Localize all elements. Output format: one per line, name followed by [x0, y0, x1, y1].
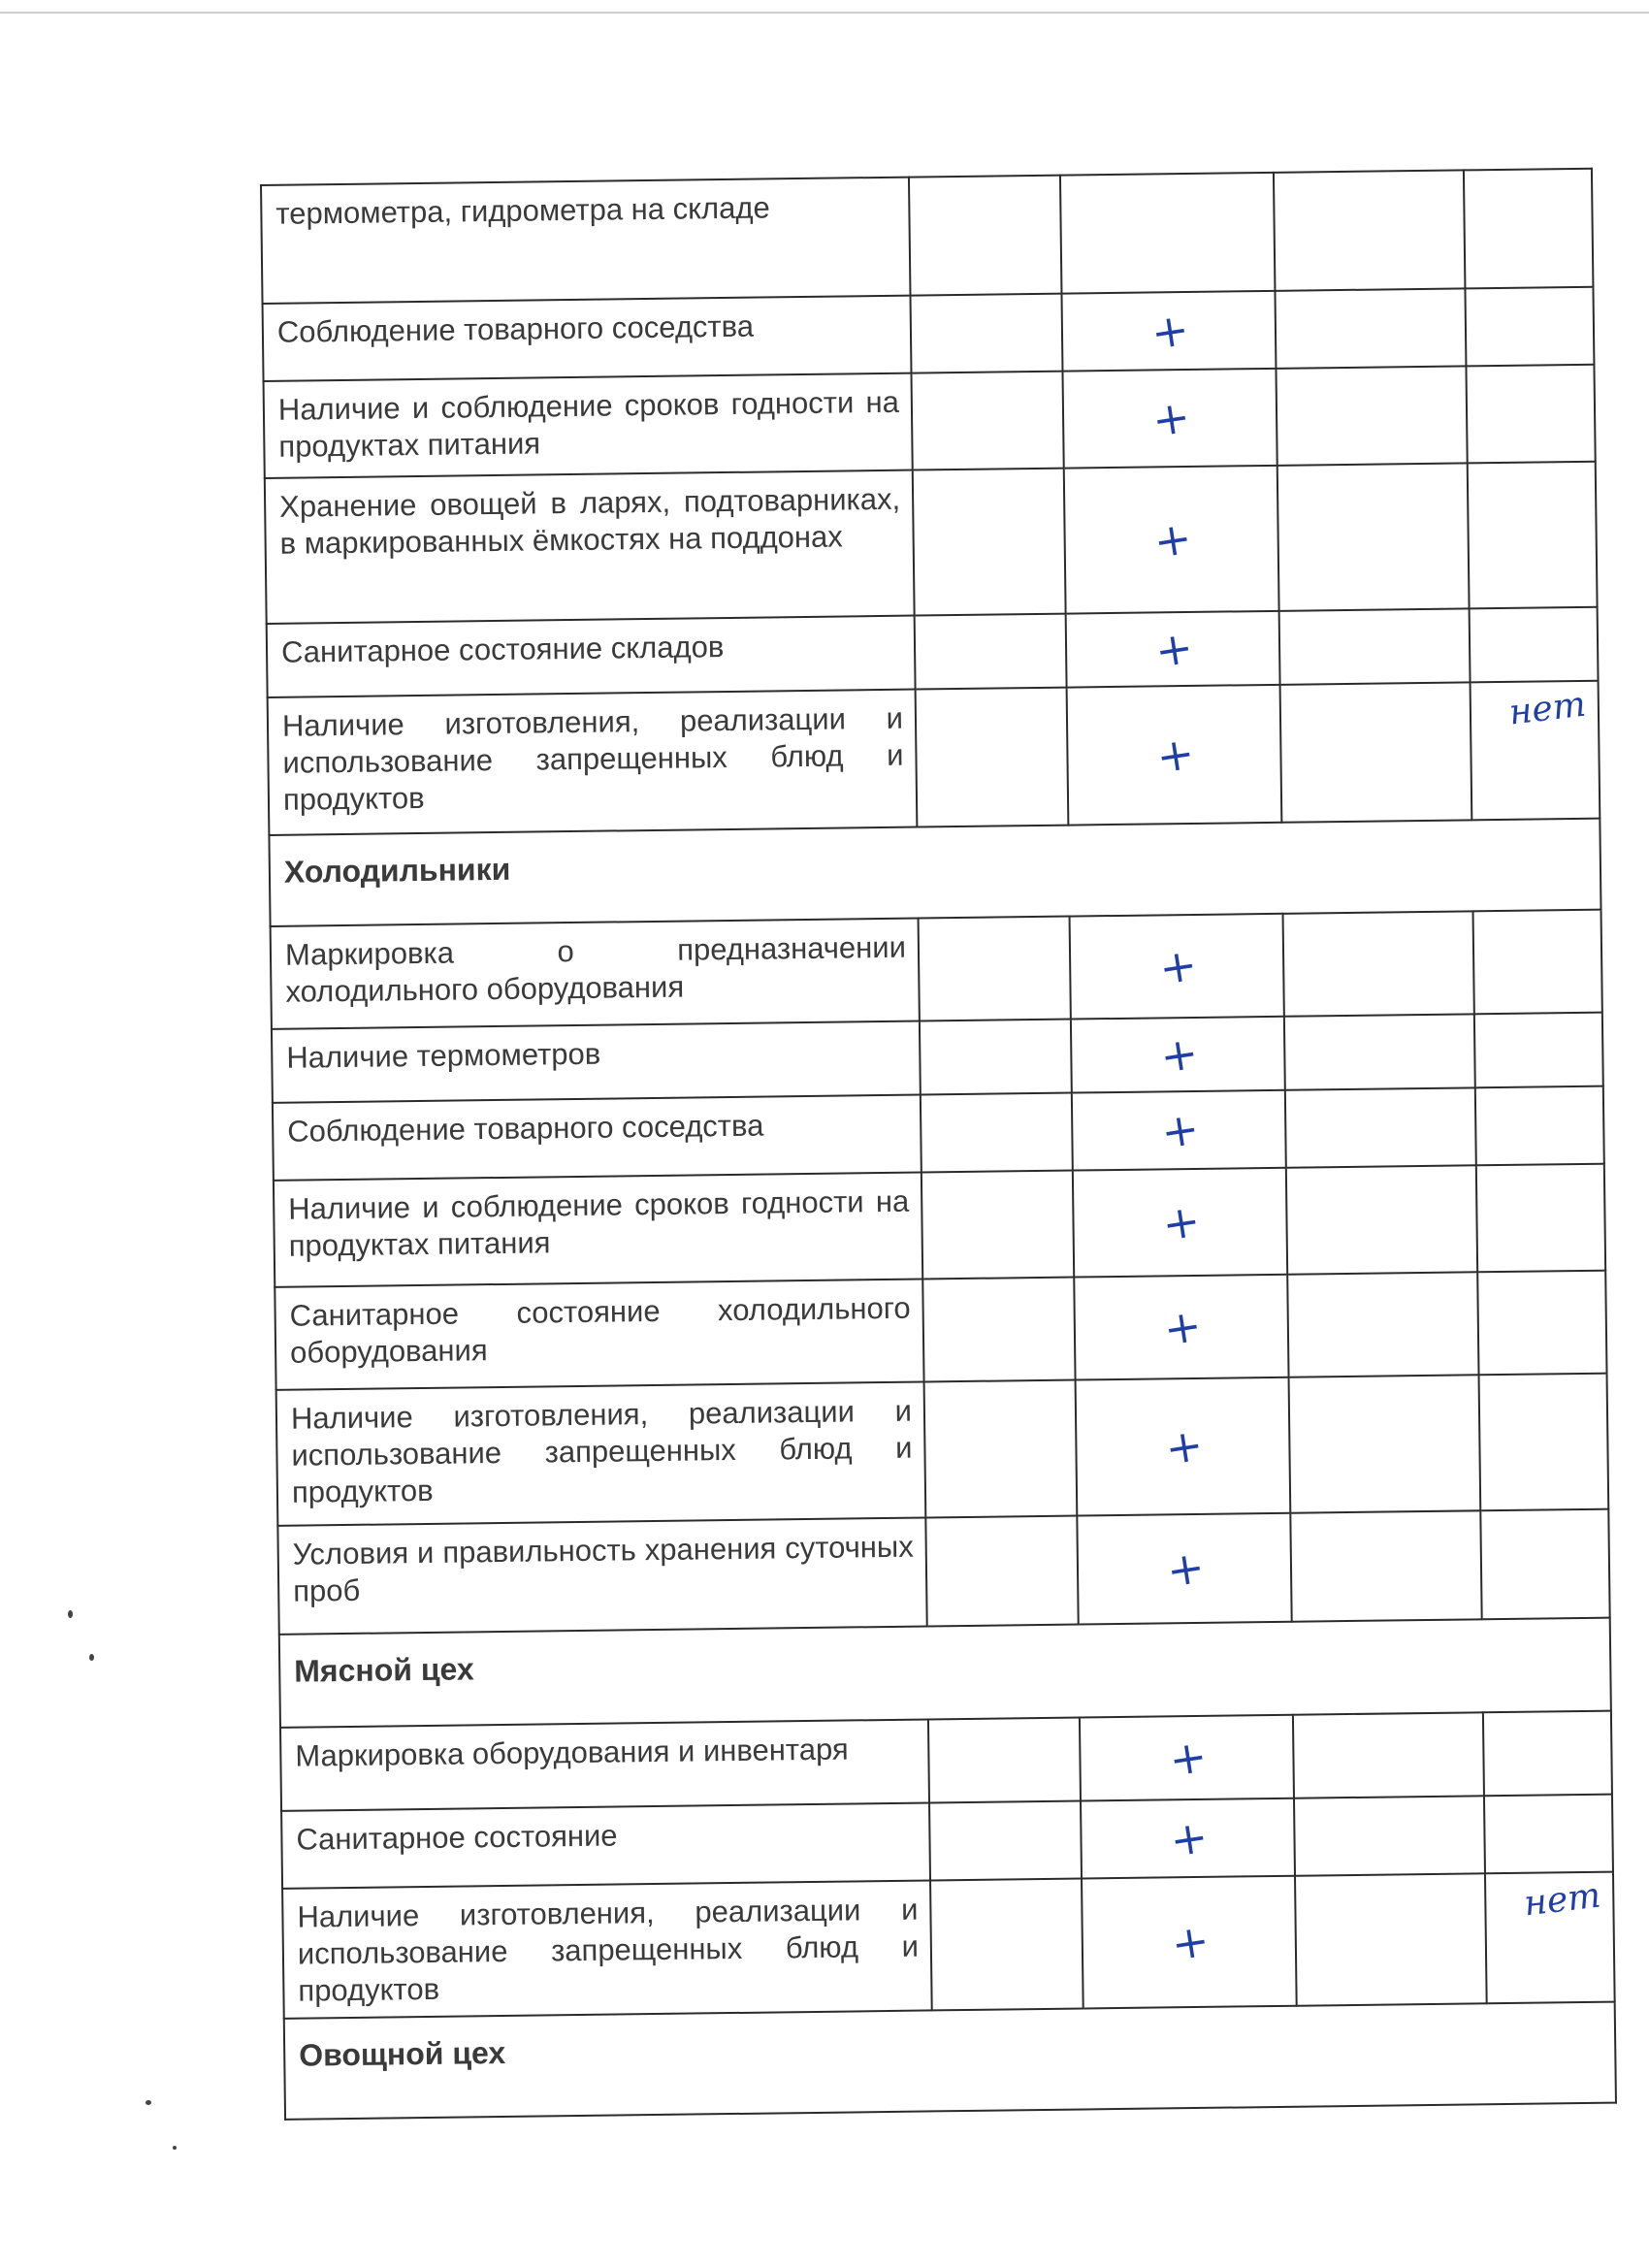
table-row: [282, 1872, 1615, 2019]
empty-cell: [911, 372, 1063, 470]
scan-speck: [89, 1654, 94, 1661]
check-mark: +: [1161, 1417, 1207, 1475]
empty-cell: [924, 1380, 1078, 1518]
check-mark: +: [1165, 1729, 1211, 1787]
handwritten-note: нет: [1506, 684, 1588, 733]
row-label: Наличие термометров: [272, 1021, 921, 1103]
table-row: [274, 1164, 1605, 1287]
check-cell: [1064, 466, 1279, 614]
empty-cell: [925, 1516, 1078, 1627]
note-cell: [1468, 462, 1598, 609]
row-label: Наличие изготовления, реализации и использование запрещенных блюд и продуктов: [268, 690, 918, 835]
row-label: термометра, гидрометра на складе: [261, 178, 910, 304]
check-cell: [1070, 914, 1284, 1020]
check-mark: +: [1147, 302, 1193, 360]
check-mark: +: [1159, 1298, 1206, 1356]
table-row: [268, 681, 1600, 835]
section-heading: Мясной цех: [279, 1618, 1611, 1728]
note-cell: [1485, 1872, 1615, 2004]
check-mark: +: [1149, 510, 1195, 568]
note-cell: [1479, 1374, 1609, 1511]
empty-cell: [1287, 1272, 1478, 1377]
empty-cell: [1294, 1796, 1485, 1875]
empty-cell: [916, 688, 1069, 827]
check-cell: [1067, 685, 1282, 826]
note-cell: [1464, 169, 1594, 289]
row-label: Наличие и соблюдение сроков годности на продуктах питания: [274, 1173, 922, 1287]
check-cell: [1080, 1715, 1294, 1801]
empty-cell: [910, 294, 1062, 373]
check-cell: [1076, 1377, 1291, 1516]
handwritten-note: [1488, 915, 1588, 926]
empty-cell: [915, 614, 1067, 690]
section-heading: Холодильники: [269, 819, 1600, 926]
empty-cell: [1277, 463, 1470, 610]
check-mark: +: [1150, 620, 1197, 678]
table-row: [276, 1374, 1609, 1526]
check-mark: +: [1162, 1539, 1209, 1598]
handwritten-note: [1484, 612, 1584, 624]
check-cell: [1081, 1798, 1295, 1879]
note-cell: [1465, 287, 1594, 367]
check-mark: +: [1156, 1025, 1202, 1084]
table-row: [264, 365, 1596, 478]
note-cell: [1470, 607, 1599, 683]
empty-cell: [922, 1171, 1074, 1280]
check-cell: [1072, 1090, 1286, 1171]
handwritten-note: [1489, 1018, 1589, 1029]
empty-cell: [909, 176, 1062, 296]
check-cell: [1066, 611, 1280, 688]
empty-cell: [1295, 1873, 1487, 2005]
row-label: Наличие изготовления, реализации и использование запрещенных блюд и продуктов: [282, 1880, 932, 2018]
check-mark: +: [1158, 1193, 1204, 1251]
note-cell: [1484, 1795, 1613, 1874]
check-cell: [1061, 291, 1276, 372]
row-label: Санитарное состояние холодильного оборудования: [275, 1280, 923, 1390]
handwritten-note: [1490, 1091, 1590, 1103]
table-row: [271, 910, 1602, 1029]
row-label: Хранение овощей в ларях, подтоварниках, в маркированных ёмкостях на поддонах: [265, 470, 915, 624]
row-label: Соблюдение товарного соседства: [273, 1095, 922, 1181]
check-mark: +: [1152, 726, 1198, 784]
handwritten-note: нет: [1521, 1875, 1603, 1925]
row-label: Условия и правильность хранения суточных проб: [277, 1517, 926, 1634]
checklist-table: [260, 168, 1617, 2121]
section-row: [279, 1618, 1611, 1728]
inspection-checklist: [260, 168, 1615, 2121]
check-mark: +: [1148, 389, 1194, 447]
row-label: Маркировка о предназначении холодильного оборудования: [271, 919, 920, 1029]
check-cell: [1060, 173, 1276, 294]
handwritten-note: [1498, 1716, 1598, 1728]
scan-speck: [68, 1610, 73, 1618]
row-label: Санитарное состояние складов: [267, 616, 916, 697]
note-cell: [1466, 365, 1595, 464]
empty-cell: [1276, 366, 1467, 465]
note-cell: [1471, 681, 1600, 821]
empty-cell: [1274, 170, 1466, 290]
empty-cell: [1286, 1165, 1477, 1274]
row-label: Санитарное состояние: [281, 1802, 930, 1888]
empty-cell: [920, 1020, 1072, 1095]
table-row: [265, 462, 1598, 624]
handwritten-note: [1494, 1378, 1594, 1390]
check-mark: +: [1155, 937, 1201, 995]
empty-cell: [930, 1878, 1083, 2010]
check-mark: +: [1167, 1913, 1212, 1971]
empty-cell: [919, 917, 1071, 1021]
check-cell: [1071, 1017, 1285, 1093]
check-cell: [1074, 1275, 1288, 1380]
note-cell: [1474, 1013, 1603, 1088]
empty-cell: [922, 1278, 1075, 1382]
handwritten-note: [1481, 370, 1581, 381]
scan-speck: [173, 2146, 177, 2150]
note-cell: [1476, 1164, 1605, 1273]
table-row: [261, 169, 1593, 304]
row-label: Наличие и соблюдение сроков годности на продуктах питания: [264, 373, 913, 478]
table-row: [275, 1271, 1606, 1390]
note-cell: [1475, 1086, 1604, 1166]
note-cell: [1483, 1711, 1612, 1797]
handwritten-note: [1480, 292, 1580, 304]
handwritten-note: [1496, 1514, 1596, 1526]
row-label: Маркировка оборудования и инвентаря: [280, 1719, 929, 1810]
handwritten-note: [1499, 1799, 1599, 1811]
empty-cell: [929, 1801, 1082, 1881]
check-cell: [1082, 1876, 1297, 2009]
empty-cell: [1279, 608, 1471, 684]
table-row: [277, 1509, 1609, 1635]
section-row: [269, 819, 1600, 926]
note-cell: [1480, 1509, 1609, 1620]
scan-speck: [146, 2100, 151, 2105]
row-label: Соблюдение товарного соседства: [263, 296, 912, 381]
handwritten-note: [1491, 1169, 1591, 1181]
note-cell: [1477, 1271, 1606, 1376]
section-row: [284, 2002, 1616, 2120]
empty-cell: [1293, 1712, 1484, 1798]
empty-cell: [1290, 1510, 1481, 1621]
empty-cell: [1280, 682, 1472, 822]
handwritten-note: [1493, 1276, 1593, 1287]
check-mark: +: [1157, 1101, 1203, 1159]
check-cell: [1062, 369, 1277, 469]
empty-cell: [1283, 911, 1474, 1016]
empty-cell: [928, 1718, 1081, 1803]
row-label: Наличие изготовления, реализации и использование запрещенных блюд и продуктов: [276, 1381, 926, 1525]
empty-cell: [1285, 1087, 1476, 1167]
empty-cell: [913, 469, 1066, 616]
check-cell: [1073, 1168, 1287, 1278]
empty-cell: [1289, 1375, 1481, 1512]
section-heading: Овощной цех: [284, 2002, 1616, 2120]
page-top-edge: [0, 12, 1649, 14]
handwritten-note: [1482, 467, 1582, 478]
empty-cell: [1284, 1014, 1475, 1089]
handwritten-note: [1478, 174, 1578, 185]
check-cell: [1077, 1513, 1291, 1625]
empty-cell: [1275, 288, 1466, 368]
note-cell: [1473, 910, 1602, 1015]
empty-cell: [921, 1093, 1073, 1173]
check-mark: +: [1166, 1809, 1212, 1867]
